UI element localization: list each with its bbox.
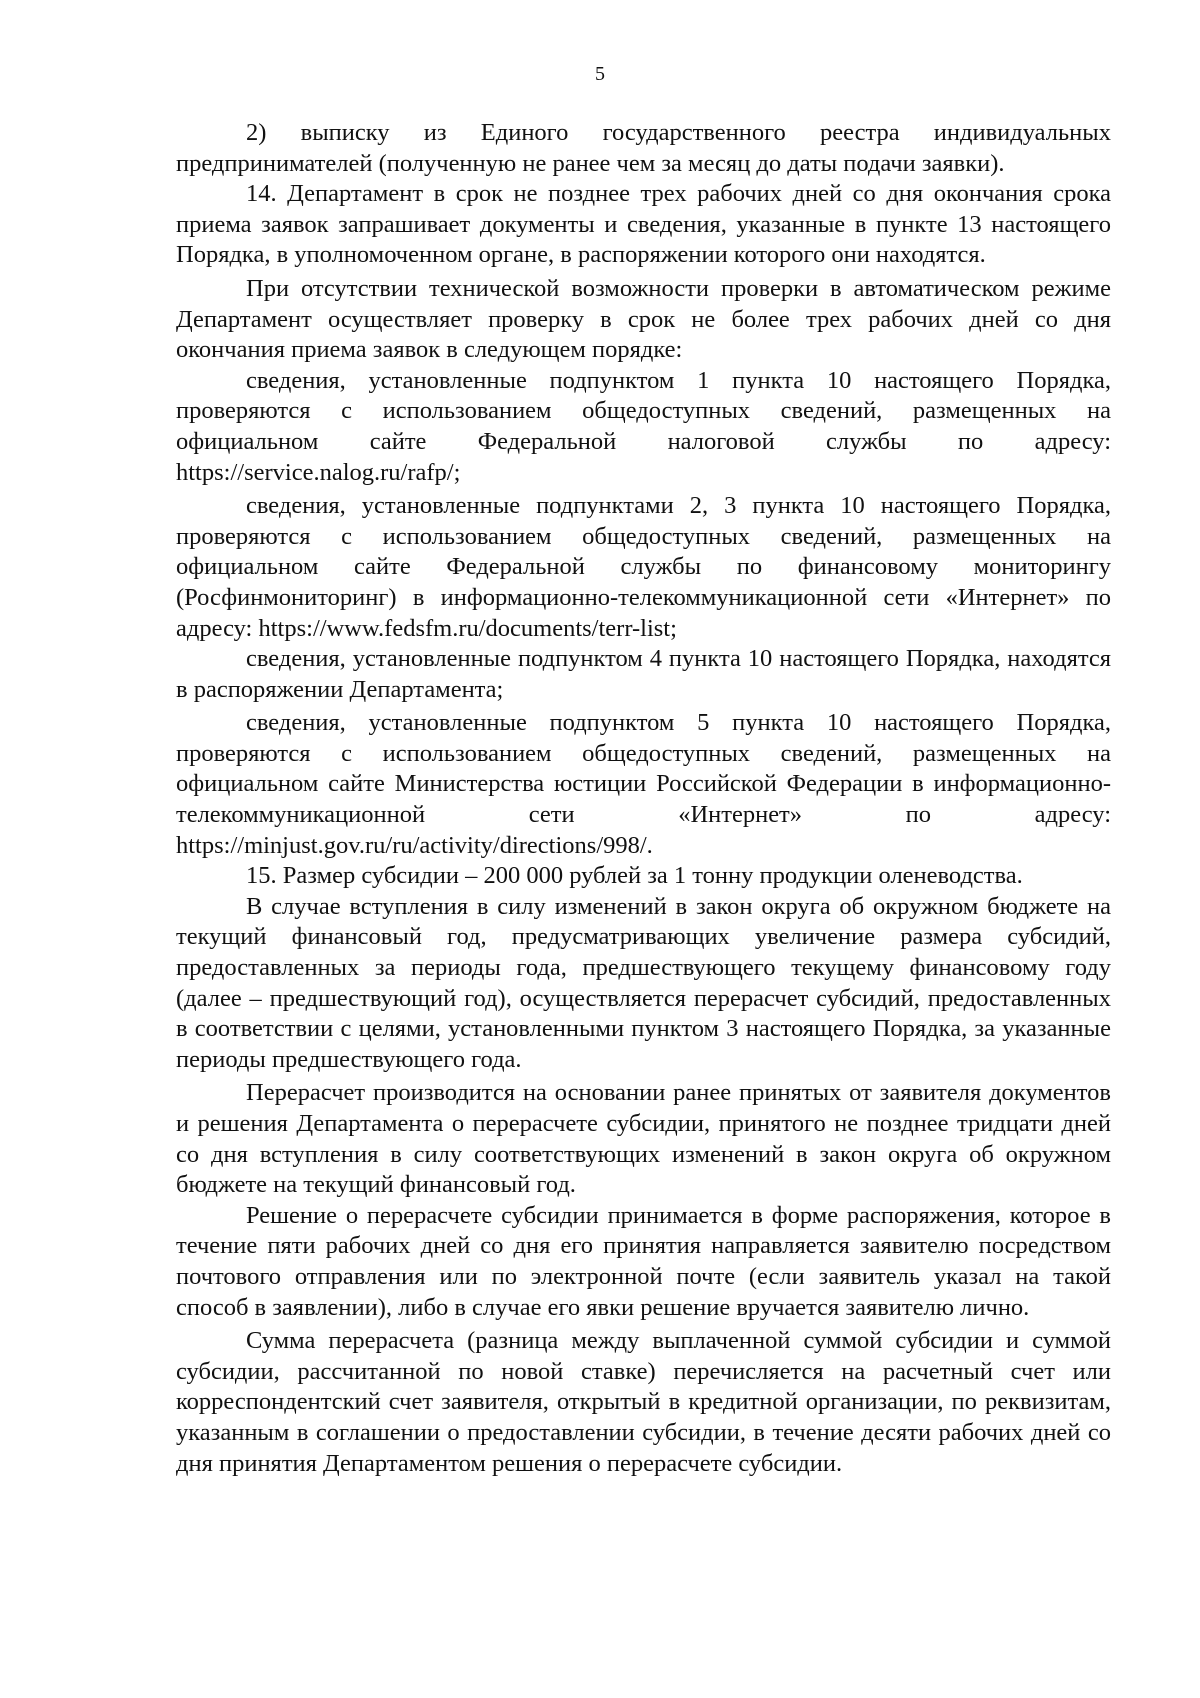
paragraph-item-15: 15. Размер субсидии – 200 000 рублей за 1 тонну продукции оленеводства. <box>246 862 1023 890</box>
paragraph-extract-ip-registry: 2) выписку из Единого государственного реестра индивидуальных предпринимателей (полученную не ранее чем за месяц до даты подачи заявки). <box>176 119 1111 177</box>
paragraph-subitem-1-check: сведения, установленные подпунктом 1 пункта 10 настоящего Порядка, проверяются с использованием общедоступных сведений, размещенных на официальном сайте Федеральной налоговой службы по адресу: https://service.nalog.ru/rafp/; <box>176 366 1111 486</box>
paragraph-item-14: 14. Департамент в срок не позднее трех рабочих дней со дня окончания срока приема заявок запрашивает документы и сведения, указанные в пункте 13 настоящего Порядка, в уполномоченном органе, в распоряжении которого они находятся. <box>176 180 1111 269</box>
paragraph-recalculation-decision: Решение о перерасчете субсидии принимается в форме распоряжения, которое в течение пяти рабочих дней со дня его принятия направляется заявителю посредством почтового отправления или по электронной почте (если заявитель указал на такой способ в заявлении), либо в случае его явки решение вручается заявителю лично. <box>176 1201 1111 1321</box>
document-body <box>176 118 1111 1479</box>
paragraph-subitems-2-3-check: сведения, установленные подпунктами 2, 3 пункта 10 настоящего Порядка, проверяются с использованием общедоступных сведений, размещенных на официальном сайте Федеральной службы по финансовому мониторингу (Росфинмониторинг) в информационно-телекоммуникационной сети «Интернет» по адресу: https://www.fedsfm.ru/documents/terr-list; <box>176 492 1111 642</box>
paragraph-subitem-5-check: сведения, установленные подпунктом 5 пункта 10 настоящего Порядка, проверяются с использованием общедоступных сведений, размещенных на официальном сайте Министерства юстиции Российской Федерации в информационно-телекоммуникационной сети «Интернет» по адресу: https://minjust.gov.ru/ru/activity/directions/998/. <box>176 709 1111 859</box>
paragraph-manual-check: При отсутствии технической возможности проверки в автоматическом режиме Департамент осуществляет проверку в срок не более трех рабочих дней со дня окончания приема заявок в следующем порядке: <box>176 274 1111 364</box>
paragraph-subitem-4-check: сведения, установленные подпунктом 4 пункта 10 настоящего Порядка, находятся в распоряжении Департамента; <box>176 645 1111 703</box>
paragraph-recalculation-basis: Перерасчет производится на основании ранее принятых от заявителя документов и решения Департамента о перерасчете субсидии, принятого не позднее тридцати дней со дня вступления в силу соответствующих изменений в закон округа об окружном бюджете на текущий финансовый год. <box>176 1079 1111 1199</box>
paragraph-recalculation-conditions: В случае вступления в силу изменений в закон округа об окружном бюджете на текущий финансовый год, предусматривающих увеличение размера субсидий, предоставленных за периоды года, предшествующего текущему финансовому году (далее – предшествующий год), осуществляется перерасчет субсидий, предоставленных в соответствии с целями, установленными пунктом 3 настоящего Порядка, за указанные периоды предшествующего года. <box>176 892 1111 1073</box>
paragraph-recalculation-payment: Сумма перерасчета (разница между выплаченной суммой субсидии и суммой субсидии, рассчитанной по новой ставке) перечисляется на расчетный счет или корреспондентский счет заявителя, открытый в кредитной организации, по реквизитам, указанным в соглашении о предоставлении субсидии, в течение десяти рабочих дней со дня принятия Департаментом решения о перерасчете субсидии. <box>176 1327 1111 1477</box>
page-number: 5 <box>595 63 605 85</box>
